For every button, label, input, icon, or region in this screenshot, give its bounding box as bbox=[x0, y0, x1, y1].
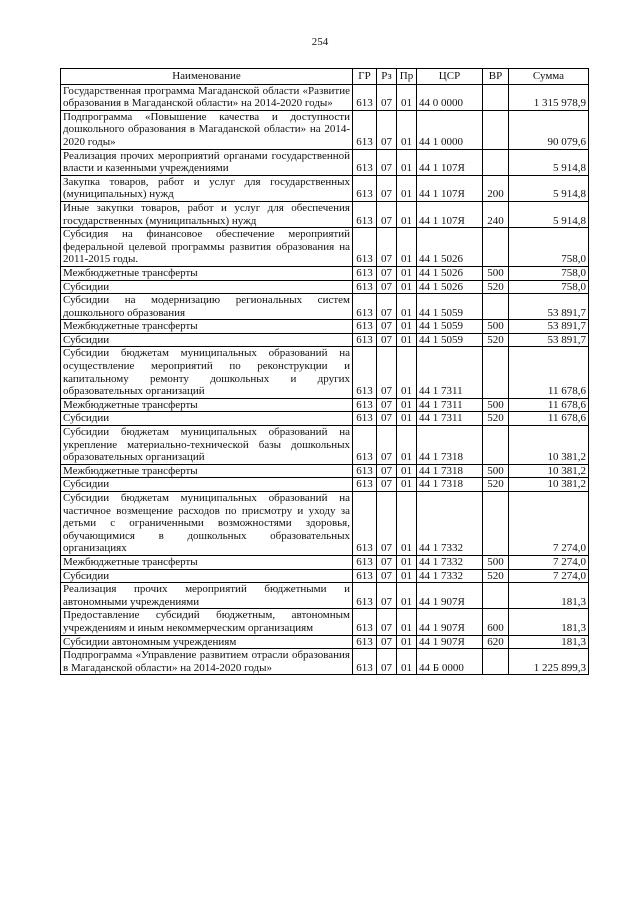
row-gr: 613 bbox=[353, 569, 377, 583]
row-sum: 10 381,2 bbox=[509, 464, 589, 478]
row-csr: 44 1 907Я bbox=[417, 635, 483, 649]
row-name: Подпрограмма «Управление развитием отрасли образования в Магаданской области» на 2014-2020 годы» bbox=[61, 649, 353, 675]
row-sum: 758,0 bbox=[509, 228, 589, 267]
row-pr: 01 bbox=[397, 635, 417, 649]
row-sum: 1 315 978,9 bbox=[509, 84, 589, 110]
row-name: Субсидии bbox=[61, 569, 353, 583]
row-name: Субсидии bbox=[61, 280, 353, 294]
row-vr: 600 bbox=[483, 609, 509, 635]
row-pr: 01 bbox=[397, 649, 417, 675]
row-gr: 613 bbox=[353, 583, 377, 609]
table-row bbox=[61, 649, 589, 675]
row-csr: 44 1 7318 bbox=[417, 426, 483, 465]
row-csr: 44 Б 0000 bbox=[417, 649, 483, 675]
table-body bbox=[61, 84, 589, 675]
row-gr: 613 bbox=[353, 149, 377, 175]
table-row bbox=[61, 412, 589, 426]
table-row bbox=[61, 398, 589, 412]
row-name: Межбюджетные трансферты bbox=[61, 398, 353, 412]
row-sum: 758,0 bbox=[509, 266, 589, 280]
row-csr: 44 1 5059 bbox=[417, 333, 483, 347]
row-vr: 500 bbox=[483, 320, 509, 334]
row-vr: 500 bbox=[483, 464, 509, 478]
row-rz: 07 bbox=[377, 478, 397, 492]
row-sum: 5 914,8 bbox=[509, 201, 589, 227]
row-pr: 01 bbox=[397, 228, 417, 267]
table-row bbox=[61, 347, 589, 398]
row-sum: 53 891,7 bbox=[509, 333, 589, 347]
row-sum: 181,3 bbox=[509, 635, 589, 649]
row-pr: 01 bbox=[397, 412, 417, 426]
row-csr: 44 1 7332 bbox=[417, 569, 483, 583]
row-pr: 01 bbox=[397, 464, 417, 478]
table-row bbox=[61, 110, 589, 149]
row-gr: 613 bbox=[353, 294, 377, 320]
table-row bbox=[61, 464, 589, 478]
row-csr: 44 1 5059 bbox=[417, 294, 483, 320]
row-gr: 613 bbox=[353, 347, 377, 398]
row-gr: 613 bbox=[353, 228, 377, 267]
row-name: Межбюджетные трансферты bbox=[61, 555, 353, 569]
row-sum: 7 274,0 bbox=[509, 492, 589, 556]
row-rz: 07 bbox=[377, 635, 397, 649]
row-rz: 07 bbox=[377, 398, 397, 412]
table-row bbox=[61, 201, 589, 227]
row-csr: 44 1 107Я bbox=[417, 149, 483, 175]
row-name: Межбюджетные трансферты bbox=[61, 320, 353, 334]
row-rz: 07 bbox=[377, 266, 397, 280]
page-number: 254 bbox=[311, 36, 329, 48]
row-csr: 44 1 0000 bbox=[417, 110, 483, 149]
row-pr: 01 bbox=[397, 110, 417, 149]
row-pr: 01 bbox=[397, 583, 417, 609]
row-pr: 01 bbox=[397, 426, 417, 465]
table-header-row bbox=[61, 69, 589, 85]
row-rz: 07 bbox=[377, 280, 397, 294]
row-pr: 01 bbox=[397, 333, 417, 347]
row-name: Реализация прочих мероприятий органами государственной власти и казенными учреждениями bbox=[61, 149, 353, 175]
row-csr: 44 1 7332 bbox=[417, 555, 483, 569]
row-pr: 01 bbox=[397, 492, 417, 556]
row-vr bbox=[483, 426, 509, 465]
row-rz: 07 bbox=[377, 492, 397, 556]
row-csr: 44 1 907Я bbox=[417, 609, 483, 635]
table-row bbox=[61, 175, 589, 201]
header-pr: Пр bbox=[397, 69, 417, 85]
row-rz: 07 bbox=[377, 609, 397, 635]
row-name: Реализация прочих мероприятий бюджетными и автономными учреждениями bbox=[61, 583, 353, 609]
row-pr: 01 bbox=[397, 609, 417, 635]
row-vr bbox=[483, 149, 509, 175]
row-csr: 44 1 5026 bbox=[417, 280, 483, 294]
row-gr: 613 bbox=[353, 635, 377, 649]
row-name: Субсидии бюджетам муниципальных образований на частичное возмещение расходов по присмотру и уходу за детьми с ограниченными возможностями здоровья, обучающимися в дошкольных образовательных организациях bbox=[61, 492, 353, 556]
row-csr: 44 1 7311 bbox=[417, 398, 483, 412]
row-pr: 01 bbox=[397, 555, 417, 569]
row-pr: 01 bbox=[397, 280, 417, 294]
row-csr: 44 1 107Я bbox=[417, 201, 483, 227]
row-name: Субсидии бюджетам муниципальных образований на укрепление материально-технической базы дошкольных образовательных организаций bbox=[61, 426, 353, 465]
row-sum: 1 225 899,3 bbox=[509, 649, 589, 675]
row-rz: 07 bbox=[377, 649, 397, 675]
row-sum: 11 678,6 bbox=[509, 412, 589, 426]
table-row bbox=[61, 266, 589, 280]
row-sum: 7 274,0 bbox=[509, 555, 589, 569]
row-pr: 01 bbox=[397, 175, 417, 201]
row-vr bbox=[483, 492, 509, 556]
row-pr: 01 bbox=[397, 398, 417, 412]
table-row bbox=[61, 426, 589, 465]
row-vr bbox=[483, 649, 509, 675]
row-gr: 613 bbox=[353, 555, 377, 569]
row-gr: 613 bbox=[353, 649, 377, 675]
row-gr: 613 bbox=[353, 201, 377, 227]
table-row bbox=[61, 84, 589, 110]
row-csr: 44 1 7318 bbox=[417, 464, 483, 478]
row-name: Субсидии автономным учреждениям bbox=[61, 635, 353, 649]
row-gr: 613 bbox=[353, 478, 377, 492]
row-gr: 613 bbox=[353, 412, 377, 426]
row-name: Межбюджетные трансферты bbox=[61, 464, 353, 478]
row-rz: 07 bbox=[377, 583, 397, 609]
row-name: Подпрограмма «Повышение качества и доступности дошкольного образования в Магаданской области» на 2014-2020 годы» bbox=[61, 110, 353, 149]
table-row bbox=[61, 609, 589, 635]
table-row bbox=[61, 149, 589, 175]
row-vr: 500 bbox=[483, 555, 509, 569]
row-gr: 613 bbox=[353, 320, 377, 334]
row-rz: 07 bbox=[377, 333, 397, 347]
row-gr: 613 bbox=[353, 280, 377, 294]
row-vr bbox=[483, 583, 509, 609]
row-rz: 07 bbox=[377, 555, 397, 569]
row-name: Закупка товаров, работ и услуг для государственных (муниципальных) нужд bbox=[61, 175, 353, 201]
row-vr bbox=[483, 294, 509, 320]
row-rz: 07 bbox=[377, 294, 397, 320]
row-gr: 613 bbox=[353, 398, 377, 412]
row-csr: 44 1 907Я bbox=[417, 583, 483, 609]
row-gr: 613 bbox=[353, 175, 377, 201]
table-row bbox=[61, 492, 589, 556]
row-name: Субсидии bbox=[61, 412, 353, 426]
row-sum: 90 079,6 bbox=[509, 110, 589, 149]
row-name: Иные закупки товаров, работ и услуг для обеспечения государственных (муниципальных) нужд bbox=[61, 201, 353, 227]
row-sum: 10 381,2 bbox=[509, 426, 589, 465]
row-sum: 53 891,7 bbox=[509, 294, 589, 320]
row-pr: 01 bbox=[397, 569, 417, 583]
row-pr: 01 bbox=[397, 266, 417, 280]
row-gr: 613 bbox=[353, 110, 377, 149]
row-csr: 44 1 5026 bbox=[417, 266, 483, 280]
row-rz: 07 bbox=[377, 201, 397, 227]
row-csr: 44 1 7332 bbox=[417, 492, 483, 556]
table-row bbox=[61, 555, 589, 569]
row-csr: 44 1 5026 bbox=[417, 228, 483, 267]
header-gr: ГР bbox=[353, 69, 377, 85]
row-csr: 44 1 7311 bbox=[417, 412, 483, 426]
table-row bbox=[61, 228, 589, 267]
row-name: Предоставление субсидий бюджетным, автономным учреждениям и иным некоммерческим организациям bbox=[61, 609, 353, 635]
row-vr: 240 bbox=[483, 201, 509, 227]
header-vr: ВР bbox=[483, 69, 509, 85]
row-pr: 01 bbox=[397, 84, 417, 110]
row-sum: 758,0 bbox=[509, 280, 589, 294]
table-row bbox=[61, 583, 589, 609]
row-gr: 613 bbox=[353, 464, 377, 478]
row-csr: 44 1 7318 bbox=[417, 478, 483, 492]
row-name: Субсидии bbox=[61, 333, 353, 347]
row-pr: 01 bbox=[397, 320, 417, 334]
row-sum: 53 891,7 bbox=[509, 320, 589, 334]
row-rz: 07 bbox=[377, 228, 397, 267]
row-pr: 01 bbox=[397, 347, 417, 398]
row-csr: 44 1 5059 bbox=[417, 320, 483, 334]
row-gr: 613 bbox=[353, 84, 377, 110]
table-row bbox=[61, 333, 589, 347]
row-vr bbox=[483, 110, 509, 149]
table-row bbox=[61, 280, 589, 294]
row-sum: 11 678,6 bbox=[509, 347, 589, 398]
row-rz: 07 bbox=[377, 320, 397, 334]
row-vr: 500 bbox=[483, 398, 509, 412]
row-vr: 200 bbox=[483, 175, 509, 201]
row-sum: 10 381,2 bbox=[509, 478, 589, 492]
row-rz: 07 bbox=[377, 149, 397, 175]
row-vr: 520 bbox=[483, 412, 509, 426]
row-rz: 07 bbox=[377, 426, 397, 465]
row-sum: 181,3 bbox=[509, 609, 589, 635]
table-row bbox=[61, 294, 589, 320]
header-name: Наименование bbox=[61, 69, 353, 85]
row-vr: 520 bbox=[483, 569, 509, 583]
table-row bbox=[61, 635, 589, 649]
row-pr: 01 bbox=[397, 201, 417, 227]
row-csr: 44 1 107Я bbox=[417, 175, 483, 201]
table-row bbox=[61, 478, 589, 492]
row-vr: 620 bbox=[483, 635, 509, 649]
row-pr: 01 bbox=[397, 478, 417, 492]
row-gr: 613 bbox=[353, 609, 377, 635]
row-sum: 181,3 bbox=[509, 583, 589, 609]
row-name: Межбюджетные трансферты bbox=[61, 266, 353, 280]
table-row bbox=[61, 320, 589, 334]
row-sum: 11 678,6 bbox=[509, 398, 589, 412]
row-vr bbox=[483, 228, 509, 267]
header-csr: ЦСР bbox=[417, 69, 483, 85]
budget-table bbox=[60, 68, 589, 675]
row-name: Субсидии на модернизацию региональных систем дошкольного образования bbox=[61, 294, 353, 320]
row-vr: 520 bbox=[483, 333, 509, 347]
row-vr bbox=[483, 84, 509, 110]
row-name: Государственная программа Магаданской области «Развитие образования в Магаданской области» на 2014-2020 годы» bbox=[61, 84, 353, 110]
row-pr: 01 bbox=[397, 294, 417, 320]
row-gr: 613 bbox=[353, 492, 377, 556]
row-gr: 613 bbox=[353, 333, 377, 347]
row-rz: 07 bbox=[377, 569, 397, 583]
row-rz: 07 bbox=[377, 412, 397, 426]
header-rz: Рз bbox=[377, 69, 397, 85]
row-pr: 01 bbox=[397, 149, 417, 175]
row-vr: 520 bbox=[483, 478, 509, 492]
row-rz: 07 bbox=[377, 175, 397, 201]
row-vr: 500 bbox=[483, 266, 509, 280]
row-name: Субсидии bbox=[61, 478, 353, 492]
row-sum: 7 274,0 bbox=[509, 569, 589, 583]
row-sum: 5 914,8 bbox=[509, 149, 589, 175]
row-vr bbox=[483, 347, 509, 398]
row-rz: 07 bbox=[377, 84, 397, 110]
row-gr: 613 bbox=[353, 426, 377, 465]
row-vr: 520 bbox=[483, 280, 509, 294]
row-rz: 07 bbox=[377, 347, 397, 398]
row-name: Субсидии бюджетам муниципальных образований на осуществление мероприятий по реконструкции и капитальному ремонту дошкольных и других образовательных организаций bbox=[61, 347, 353, 398]
row-gr: 613 bbox=[353, 266, 377, 280]
row-rz: 07 bbox=[377, 110, 397, 149]
table-row bbox=[61, 569, 589, 583]
row-name: Субсидия на финансовое обеспечение мероприятий федеральной целевой программы развития образования на 2011-2015 годы. bbox=[61, 228, 353, 267]
row-csr: 44 0 0000 bbox=[417, 84, 483, 110]
header-sum: Сумма bbox=[509, 69, 589, 85]
row-csr: 44 1 7311 bbox=[417, 347, 483, 398]
row-rz: 07 bbox=[377, 464, 397, 478]
row-sum: 5 914,8 bbox=[509, 175, 589, 201]
